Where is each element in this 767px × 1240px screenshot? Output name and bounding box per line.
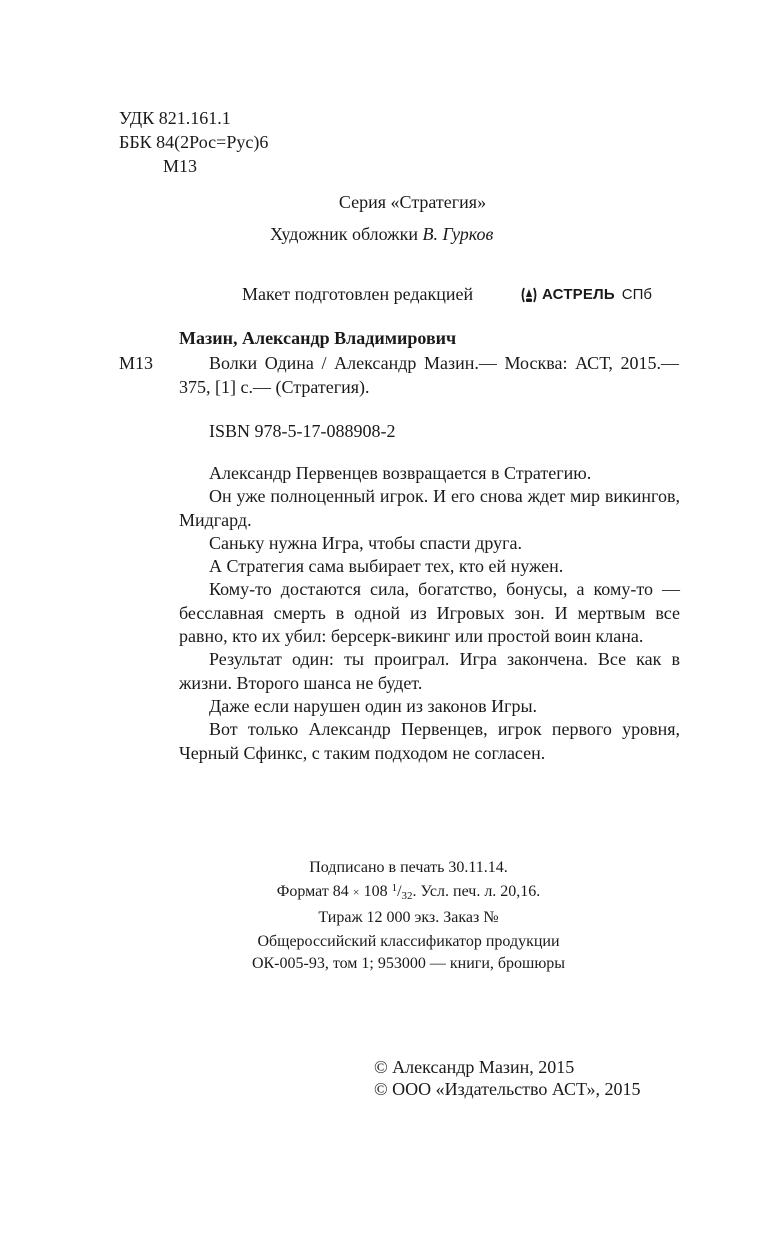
cover-artist — [270, 222, 493, 246]
copyright-publisher: © ООО «Издательство АСТ», 2015 — [374, 1079, 641, 1099]
print-format — [50, 878, 767, 907]
udk-code: УДК 821.161.1 — [119, 108, 231, 128]
annotation-paragraph: Результат один: ты проиграл. Игра закончена. Все как в жизни. Второго шанса не будет. — [179, 649, 680, 693]
annotation-paragraph: Александр Первенцев возвращается в Стратегию. — [209, 463, 592, 483]
format-slash: / — [397, 883, 402, 900]
format-label: Формат 84 — [276, 883, 353, 900]
publisher-suffix: СПб — [621, 286, 653, 303]
classifier-line-2: ОК-005-93, том 1; 953000 — книги, брошюры — [251, 955, 566, 972]
print-run: Тираж 12 000 экз. Заказ № — [318, 909, 499, 926]
classifier-line-1: Общероссийский классификатор продукции — [257, 933, 560, 950]
isbn: ISBN 978-5-17-088908-2 — [209, 421, 396, 441]
annotation — [179, 462, 680, 765]
annotation-paragraph: Саньку нужна Игра, чтобы спасти друга. — [209, 532, 522, 553]
format-numerator: 1 — [391, 882, 398, 894]
signed-to-print: Подписано в печать 30.11.14. — [309, 859, 508, 876]
format-size: 108 — [359, 883, 392, 900]
format-denominator: 32 — [401, 890, 413, 902]
bibliography-author-mark: М13 — [119, 353, 154, 373]
annotation-paragraph: Он уже полноценный игрок. И его снова ждет мир викингов, Мидгард. — [179, 486, 680, 530]
annotation-paragraph: Кому-то достаются сила, богатство, бонусы, а кому-то — бесславная смерть в одной из Игровых зон. И мертвым все равно, кто их убил: берсерк-викинг или простой воин клана. — [179, 579, 680, 647]
annotation-paragraph: Вот только Александр Первенцев, игрок первого уровня, Черный Сфинкс, с таким подходом не согласен. — [179, 719, 680, 763]
astrel-logo-icon — [520, 286, 538, 304]
series-title: Серия «Стратегия» — [338, 192, 487, 212]
publisher-logo — [520, 283, 652, 307]
copyright-author: © Александр Мазин, 2015 — [374, 1057, 575, 1077]
bibliographic-entry: Волки Одина / Александр Мазин.— Москва: АСТ, 2015.— 375, [1] с.— (Стратегия). — [179, 353, 679, 397]
publisher-name: АСТРЕЛЬ — [542, 286, 615, 303]
book-author: Мазин, Александр Владимирович — [179, 328, 457, 348]
annotation-paragraph: А Стратегия сама выбирает тех, кто ей нужен. — [209, 556, 564, 577]
annotation-paragraph: Даже если нарушен один из законов Игры. — [209, 695, 538, 716]
imprint-block — [0, 857, 767, 928]
bbk-code: ББК 84(2Рос=Рус)6 — [119, 132, 269, 152]
cover-artist-label: Художник обложки — [270, 224, 423, 244]
format-sheets: . Усл. печ. л. 20,16. — [412, 883, 541, 900]
cover-artist-name: В. Гурков — [422, 224, 494, 244]
author-mark: М13 — [163, 156, 198, 176]
layout-credit: Макет подготовлен редакцией — [242, 284, 474, 304]
format-times: × — [352, 885, 360, 899]
product-classifier — [0, 931, 767, 975]
